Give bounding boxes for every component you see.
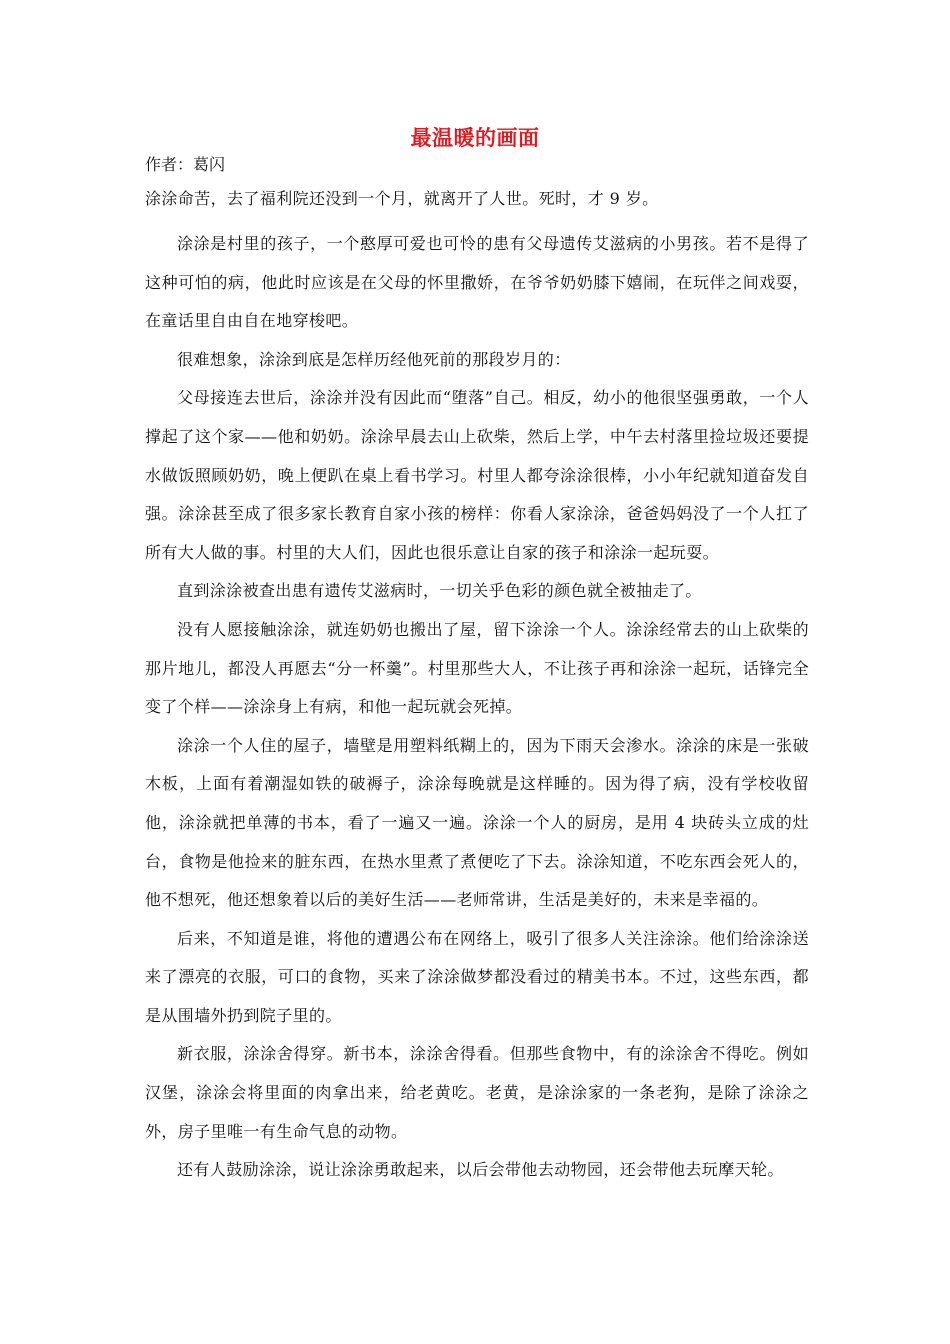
- paragraph: 新衣服，涂涂舍得穿。新书本，涂涂舍得看。但那些食物中，有的涂涂舍不得吃。例如汉堡，涂涂会将里面的肉拿出来，给老黄吃。老黄，是涂涂家的一条老狗，是除了涂涂之外，房子里唯一有生命气息的动物。: [145, 1044, 809, 1141]
- paragraph: 涂涂是村里的孩子，一个憨厚可爱也可怜的患有父母遗传艾滋病的小男孩。若不是得了这种可怕的病，他此时应该是在父母的怀里撒娇，在爷爷奶奶膝下嬉闹，在玩伴之间戏耍，在童话里自由自在地穿梭吧。: [145, 234, 809, 331]
- author-byline: 作者：葛闪: [145, 155, 226, 174]
- paragraph: 没有人愿接触涂涂，就连奶奶也搬出了屋，留下涂涂一个人。涂涂经常去的山上砍柴的那片地儿，都没人再愿去“分一杯羹”。村里那些大人，不让孩子再和涂涂一起玩，话锋完全变了个样——涂涂身上有病，和他一起玩就会死掉。: [145, 619, 809, 717]
- article-body: [145, 186, 809, 1190]
- paragraph: 涂涂命苦，去了福利院还没到一个月，就离开了人世。死时，才 9 岁。: [145, 189, 659, 208]
- paragraph: 涂涂一个人住的屋子，墙壁是用塑料纸糊上的，因为下雨天会渗水。涂涂的床是一张破木板，上面有着潮湿如铁的破褥子，涂涂每晚就是这样睡的。因为得了病，没有学校收留他，涂涂就把单薄的书本，看了一遍又一遍。涂涂一个人的厨房，是用 4 块砖头立成的灶台，食物是他捡来的脏东西，在热水里煮了煮便吃了下去。涂涂知道，不吃东西会死人的，他不想死，他还想象着以后的美好生活——老师常讲，生活是美好的，未来是幸福的。: [145, 735, 809, 910]
- paragraph: 还有人鼓励涂涂，说让涂涂勇敢起来，以后会带他去动物园，还会带他去玩摩天轮。: [177, 1160, 784, 1180]
- paragraph: 很难想象，涂涂到底是怎样历经他死前的那段岁月的：: [177, 349, 571, 369]
- paragraph: 后来，不知道是谁，将他的遭遇公布在网络上，吸引了很多人关注涂涂。他们给涂涂送来了漂亮的衣服，可口的食物，买来了涂涂做梦都没看过的精美书本。不过，这些东西，都是从围墙外扔到院子里的。: [145, 928, 809, 1025]
- paragraph: 父母接连去世后，涂涂并没有因此而“堕落”自己。相反，幼小的他很坚强勇敢，一个人撑起了这个家——他和奶奶。涂涂早晨去山上砍柴，然后上学，中午去村落里捡垃圾还要提水做饭照顾奶奶，晚上便趴在桌上看书学习。村里人都夸涂涂很棒，小小年纪就知道奋发自强。涂涂甚至成了很多家长教育自家小孩的榜样：你看人家涂涂，爸爸妈妈没了一个人扛了所有大人做的事。村里的大人们，因此也很乐意让自家的孩子和涂涂一起玩耍。: [145, 388, 809, 562]
- paragraph: 直到涂涂被查出患有遗传艾滋病时，一切关乎色彩的颜色就全被抽走了。: [177, 581, 702, 601]
- document-title: 最温暖的画面: [410, 125, 540, 150]
